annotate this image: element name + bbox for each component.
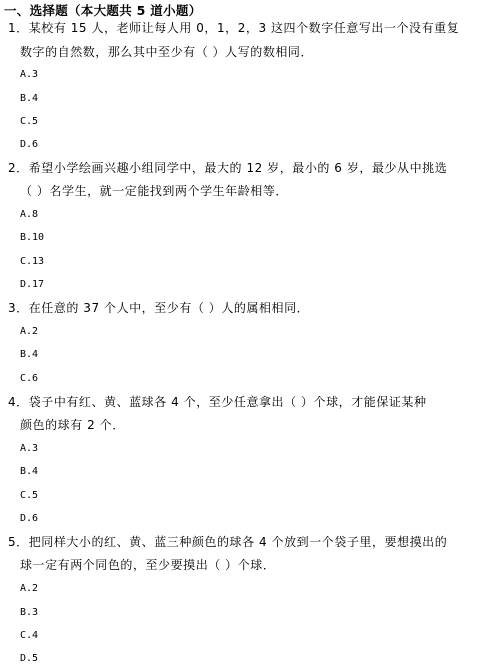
question-3-line-1: 3．在任意的 37 个人中，至少有（ ）人的属相相同． [8,301,310,315]
question-1-option-d: D.6 [20,139,39,150]
question-2-line-1: 2．希望小学绘画兴趣小组同学中，最大的 12 岁，最小的 6 岁，最少从中挑选 [8,161,448,175]
question-4-line-1: 4．袋子中有红、黄、蓝球各 4 个，至少任意拿出（ ）个球，才能保证某种 [8,395,427,409]
question-3-option-b: B.4 [20,349,39,360]
question-5-option-c: C.4 [20,630,39,641]
question-5-option-b: B.3 [20,607,39,618]
question-5-line-2: 球一定有两个同色的，至少要摸出（ ）个球． [20,558,276,572]
question-4-option-a: A.3 [20,443,39,454]
question-2-option-a: A.8 [20,209,39,220]
question-2-option-b: B.10 [20,232,45,243]
question-3-option-c: C.6 [20,373,39,384]
question-4-option-d: D.6 [20,513,39,524]
question-2-line-2: （ ）名学生，就一定能找到两个学生年龄相等． [20,184,288,198]
question-3-option-a: A.2 [20,326,39,337]
question-5-option-d: D.5 [20,653,39,664]
question-1-option-b: B.4 [20,93,39,104]
question-4-line-2: 颜色的球有 2 个． [20,418,125,432]
question-1-option-a: A.3 [20,69,39,80]
section-heading: 一、选择题（本大题共 5 道小题） [4,3,202,18]
question-2-option-d: D.17 [20,279,45,290]
question-4-option-b: B.4 [20,466,39,477]
question-2-option-c: C.13 [20,256,45,267]
question-1-option-c: C.5 [20,116,39,127]
question-1-line-1: 1．某校有 15 人，老师让每人用 0，1，2，3 这四个数字任意写出一个没有重复 [8,21,460,35]
question-1-line-2: 数字的自然数，那么其中至少有（ ）人写的数相同． [20,45,314,59]
question-5-line-1: 5．把同样大小的红、黄、蓝三种颜色的球各 4 个放到一个袋子里，要想摸出的 [8,535,448,549]
question-5-option-a: A.2 [20,583,39,594]
question-4-option-c: C.5 [20,490,39,501]
